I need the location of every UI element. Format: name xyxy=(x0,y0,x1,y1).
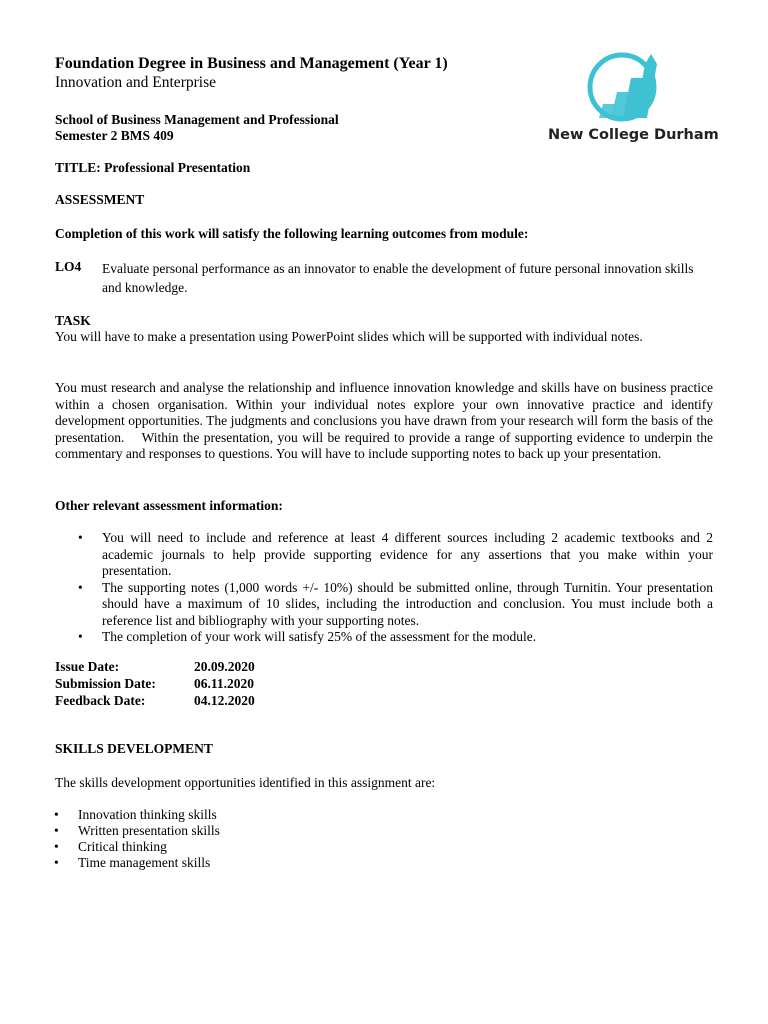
list-item: • The completion of your work will satisfy 25% of the assessment for the module. xyxy=(78,629,537,644)
skills-list xyxy=(54,807,220,871)
date-value: 06.11.2020 xyxy=(194,676,255,691)
task-paragraph-1: You will have to make a presentation using PowerPoint slides which will be supported with individual notes. xyxy=(55,329,643,344)
date-label: Submission Date: xyxy=(55,676,156,691)
semester-code: Semester 2 BMS 409 xyxy=(55,128,174,143)
date-value: 04.12.2020 xyxy=(194,693,255,708)
lo-code: LO4 xyxy=(55,259,82,274)
date-value: 20.09.2020 xyxy=(194,659,255,674)
bullet-icon: • xyxy=(54,807,59,822)
document-title: TITLE: Professional Presentation xyxy=(55,160,251,175)
date-label: Feedback Date: xyxy=(55,693,146,708)
other-info-heading: Other relevant assessment information: xyxy=(55,498,283,513)
list-item: • The supporting notes (1,000 words +/- 10%) should be submitted online, through Turnitin. Your presentation should have a maximum of 10 slides, including the introduction and conclusion. You must include both a reference list and bibliography with your supporting notes. xyxy=(78,579,713,628)
course-title: Foundation Degree in Business and Management (Year 1) xyxy=(55,55,448,72)
bullet-icon: • xyxy=(78,629,83,644)
other-info-list xyxy=(78,530,713,646)
school-name: School of Business Management and Professional xyxy=(55,112,339,127)
list-item: • Innovation thinking skills xyxy=(54,807,217,822)
task-heading: TASK xyxy=(55,313,91,328)
list-item: • Time management skills xyxy=(54,855,211,870)
date-label: Issue Date: xyxy=(55,659,120,674)
skills-heading: SKILLS DEVELOPMENT xyxy=(55,741,213,756)
task-paragraph-2: You must research and analyse the relationship and influence innovation knowledge and skills have on business practice within a chosen organisation. Within your individual notes explore your own innovative practice and identify development opportunities. The judgments and conclusions you have drawn from your research will form the basis of the presentation. Within the presentation, you will be required to provide a range of supporting evidence to underpin the commentary and responses to questions. You will have to include supporting notes to back up your presentation. xyxy=(55,380,717,461)
bullet-icon: • xyxy=(54,839,59,854)
list-item: • You will need to include and reference at least 4 different sources including 2 academic textbooks and 2 academic journals to help provide supporting evidence for any assertions that you make within your presentation. xyxy=(78,530,713,578)
bullet-icon: • xyxy=(78,579,83,595)
college-logo-icon xyxy=(585,50,665,125)
assessment-heading: ASSESSMENT xyxy=(55,192,145,207)
dates-block xyxy=(55,659,255,710)
college-name: New College Durham xyxy=(548,127,719,143)
issue-date-row xyxy=(55,659,255,676)
feedback-date-row xyxy=(55,693,255,710)
bullet-icon: • xyxy=(54,855,59,870)
module-title: Innovation and Enterprise xyxy=(55,74,216,91)
skills-intro: The skills development opportunities identified in this assignment are: xyxy=(55,775,436,790)
list-item: • Written presentation skills xyxy=(54,823,220,838)
submission-date-row xyxy=(55,676,255,693)
bullet-icon: • xyxy=(54,823,59,838)
learning-outcomes-intro: Completion of this work will satisfy the following learning outcomes from module: xyxy=(55,226,529,241)
lo-text: Evaluate personal performance as an innovator to enable the development of future personal innovation skills and knowledge. xyxy=(102,261,694,295)
list-item: • Critical thinking xyxy=(54,839,167,854)
bullet-icon: • xyxy=(78,530,83,545)
